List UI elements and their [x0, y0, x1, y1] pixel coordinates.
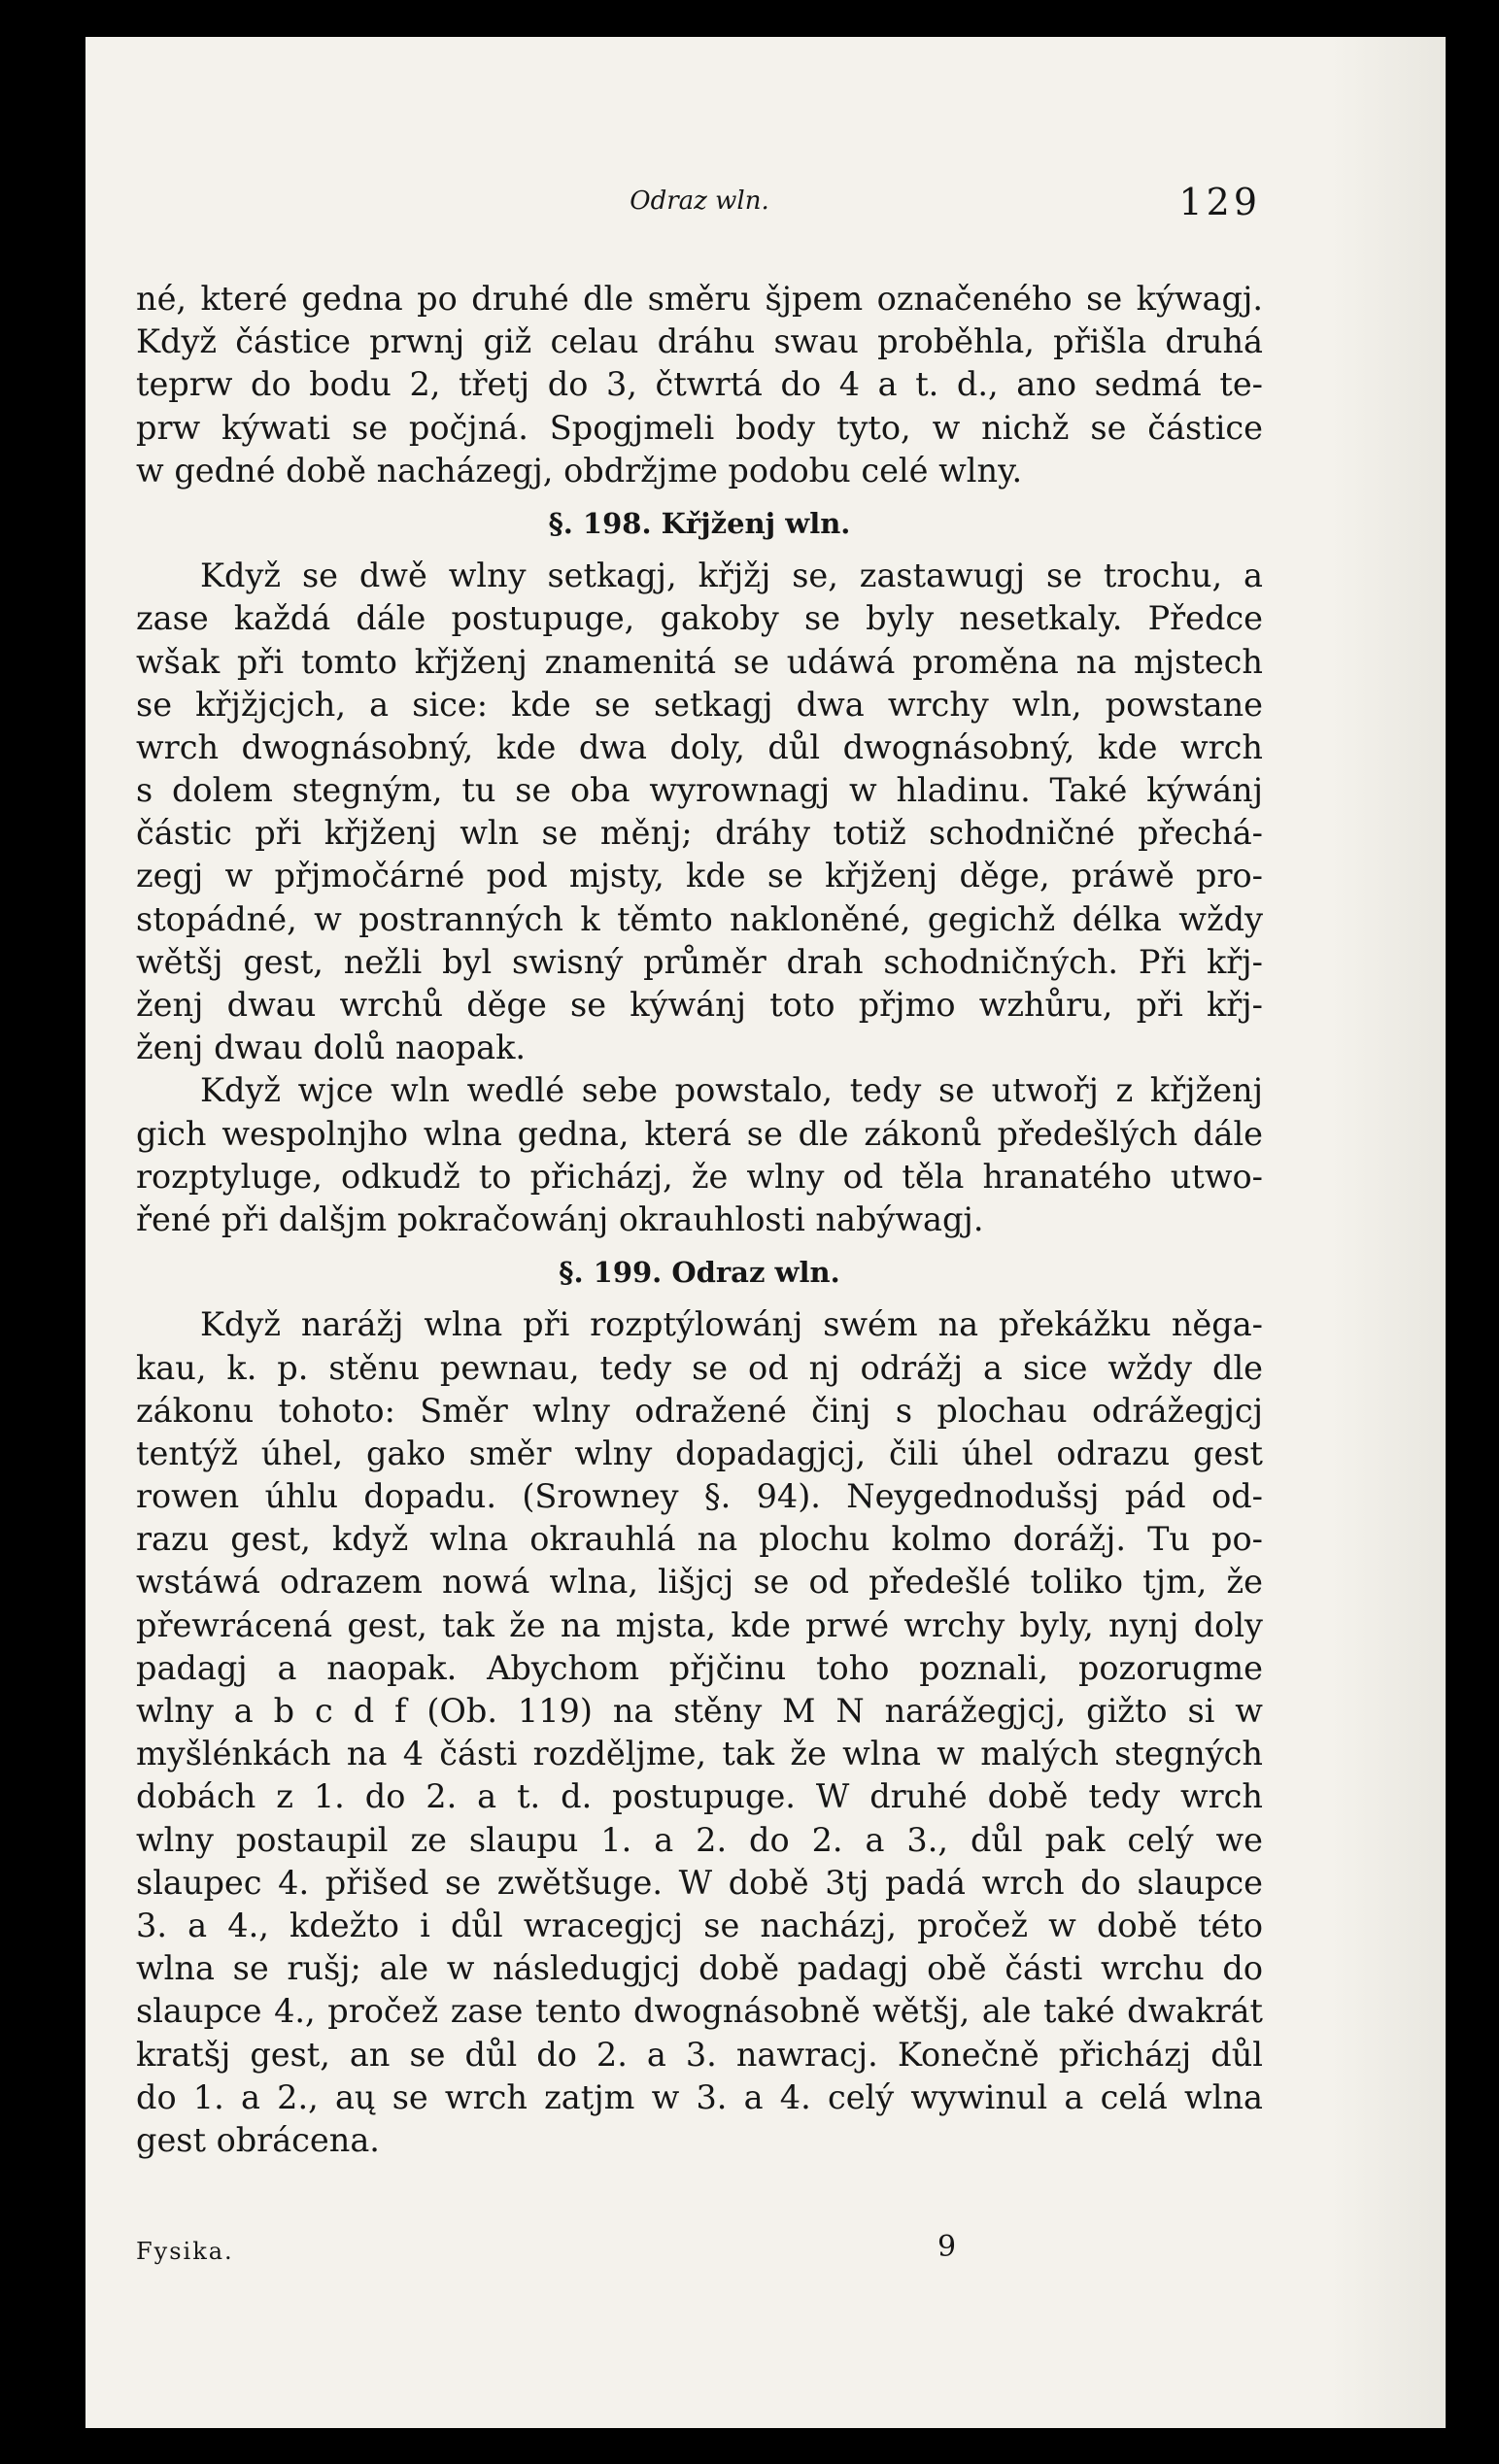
text-line: Když wjce wln wedlé sebe powstalo, tedy se utwořj z křjženj: [200, 1071, 1263, 1110]
text-line: stopádné, w postranných k těmto nakloněné, gegichž délka wždy: [136, 899, 1263, 938]
text-line: zegj w přjmočárné pod mjsty, kde se křjženj děge, práwě pro-: [136, 857, 1263, 895]
footer-book-title: Fysika.: [136, 2238, 234, 2265]
text-line: rozptyluge, odkudž to přicházj, že wlny od těla hranatého utwo-: [136, 1157, 1263, 1196]
text-line: prw kýwati se počjná. Spogjmeli body tyto, w nichž se částice: [136, 408, 1263, 447]
text-line: slaupec 4. přišed se zwětšuge. W době 3tj padá wrch do slaupce: [136, 1863, 1263, 1902]
book-page: [85, 37, 1446, 2428]
text-line: zase každá dále postupuge, gakoby se byly nesetkaly. Předce: [136, 599, 1263, 638]
text-line: w gedné době nacházegj, obdržjme podobu celé wlny.: [136, 451, 1023, 489]
body-text: [136, 278, 1263, 2162]
section-heading: §. 198. Křjženj wln.: [548, 506, 851, 540]
text-line: wlna se rušj; ale w následugjcj době padagj obě části wrchu do: [136, 1949, 1263, 1988]
text-line: teprw do bodu 2, třetj do 3, čtwrtá do 4 a t. d., ano sedmá te-: [136, 365, 1263, 404]
text-line: wšak při tomto křjženj znamenitá se udáwá proměna na mjstech: [136, 642, 1263, 681]
page-gutter: [1329, 37, 1446, 2428]
text-line: tentýž úhel, gako směr wlny dopadagjcj, čili úhel odrazu gest: [136, 1434, 1263, 1472]
text-line: wlny postaupil ze slaupu 1. a 2. do 2. a 3., důl pak celý we: [136, 1820, 1263, 1859]
text-line: wlny a b c d f (Ob. 119) na stěny M N narážegjcj, gižto si w: [136, 1692, 1263, 1730]
running-head-title: Odraz wln.: [630, 186, 769, 216]
text-line: částic při křjženj wln se měnj; dráhy totiž schodničné přechá-: [136, 814, 1263, 853]
page-footer: [136, 2230, 1263, 2269]
text-line: ženj dwau dolů naopak.: [136, 1029, 527, 1067]
text-line: 3. a 4., kdežto i důl wracegjcj se nacházj, pročež w době této: [136, 1906, 1263, 1944]
text-line: s dolem stegným, tu se oba wyrownagj w hladinu. Také kýwánj: [136, 771, 1263, 810]
text-line: Když částice prwnj giž celau dráhu swau proběhla, přišla druhá: [136, 322, 1263, 361]
text-line: zákonu tohoto: Směr wlny odražené činj s plochau odrážegjcj: [136, 1391, 1263, 1430]
text-line: wětšj gest, nežli byl swisný průměr drah schodničných. Při křj-: [136, 942, 1263, 981]
text-line: do 1. a 2., aų se wrch zatjm w 3. a 4. celý wywinul a celá wlna: [136, 2077, 1263, 2116]
text-line: gest obrácena.: [136, 2120, 380, 2159]
text-line: kratšj gest, an se důl do 2. a 3. nawracj. Konečně přicházj důl: [136, 2035, 1263, 2074]
text-line: gich wespolnjho wlna gedna, která se dle zákonů předešlých dále: [136, 1114, 1263, 1153]
text-line: né, které gedna po druhé dle směru šjpem označeného se kýwagj.: [136, 280, 1263, 318]
text-line: myšlénkách na 4 části rozdělјme, tak že wlna w malých stegných: [136, 1735, 1263, 1773]
section-heading: §. 199. Odraz wln.: [559, 1256, 840, 1290]
running-head: [136, 181, 1263, 223]
text-line: se křjžjcjch, a sice: kde se setkagj dwa wrchy wln, powstane: [136, 685, 1263, 724]
text-line: ženj dwau wrchů děge se kýwánj toto přjmo wzhůru, při křj-: [136, 986, 1263, 1024]
text-line: Když narážj wlna při rozptýlowánj swém na překážku něga-: [200, 1305, 1263, 1344]
text-line: přewrácená gest, tak že na mjsta, kde prwé wrchy byly, nynj doly: [136, 1605, 1263, 1644]
text-line: kau, k. p. stěnu pewnau, tedy se od nj odrážj a sice wždy dle: [136, 1348, 1263, 1387]
signature-mark: 9: [937, 2230, 957, 2264]
page-number: 129: [1178, 181, 1261, 223]
text-line: wrch dwognásobný, kde dwa doly, důl dwognásobný, kde wrch: [136, 727, 1263, 766]
text-line: wstáwá odrazem nowá wlna, lišjcj se od předešlé toliko tjm, že: [136, 1563, 1263, 1602]
text-line: padagj a naopak. Abychom přjčinu toho poznali, pozorugme: [136, 1648, 1263, 1687]
text-line: rowen úhlu dopadu. (Srowney §. 94). Neygednodušsj pád od-: [136, 1477, 1263, 1516]
text-line: Když se dwě wlny setkagj, křjžj se, zastawugj se trochu, a: [200, 557, 1263, 595]
text-line: dobách z 1. do 2. a t. d. postupuge. W druhé době tedy wrch: [136, 1777, 1263, 1816]
text-line: razu gest, když wlna okrauhlá na plochu kolmo dorážj. Tu po-: [136, 1520, 1263, 1559]
text-line: slaupce 4., pročež zase tento dwognásobně wětšj, ale také dwakrát: [136, 1992, 1263, 2031]
text-line: řené při dalšjm pokračowánj okrauhlosti nabýwagj.: [136, 1199, 984, 1238]
